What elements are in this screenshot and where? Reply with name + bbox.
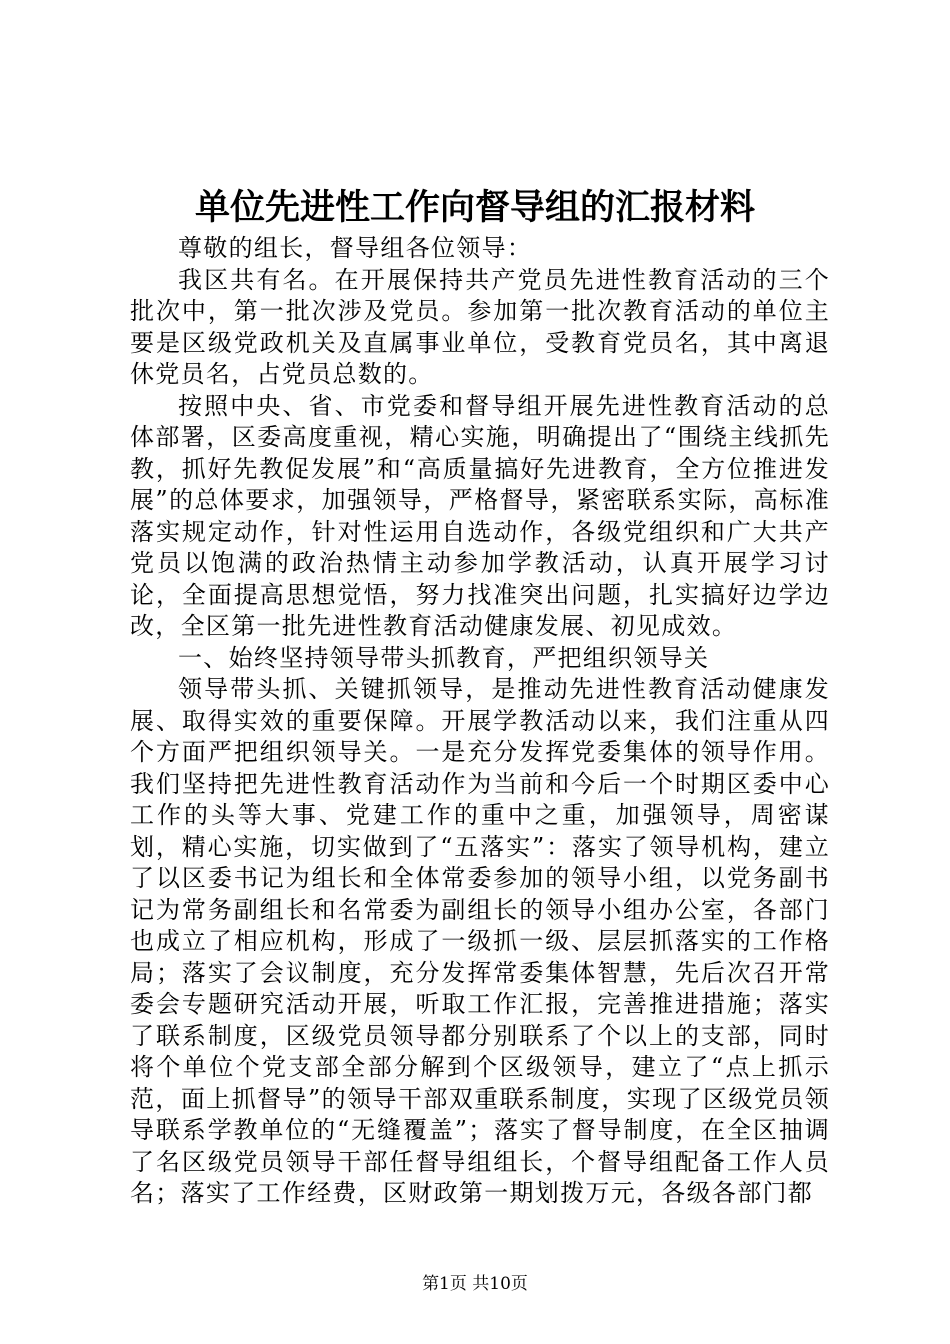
body-paragraph: 按照中央、省、市党委和督导组开展先进性教育活动的总体部署，区委高度重视，精心实施，明确提出了“围绕主线抓先教，抓好先教促发展”和“高质量搞好先进教育，全方位推进发展”的总体要求，加强领导，严格督导，紧密联系实际，高标准落实规定动作，针对性运用自选动作，各级党组织和广大共产党员以饱满的政治热情主动参加学教活动，认真开展学习讨论，全面提高思想觉悟，努力找准突出问题，扎实搞好边学边改，全区第一批先进性教育活动健康发展、初见成效。 — [130, 391, 830, 640]
document-title: 单位先进性工作向督导组的汇报材料 — [194, 187, 755, 228]
salutation-paragraph: 尊敬的组长，督导组各位领导： — [178, 234, 533, 262]
document-body — [130, 233, 830, 1210]
section-heading: 一、始终坚持领导带头抓教育，严把组织领导关 — [178, 643, 710, 672]
body-paragraph: 领导带头抓、关键抓领导，是推动先进性教育活动健康发展、取得实效的重要保障。开展学教活动以来，我们注重从四个方面严把组织领导关。一是充分发挥党委集体的领导作用。我们坚持把先进性教育活动作为当前和今后一个时期区委中心工作的头等大事、党建工作的重中之重，加强领导，周密谋划，精心实施，切实做到了“五落实”：落实了领导机构，建立了以区委书记为组长和全体常委参加的领导小组，以党务副书记为常务副组长和名常委为副组长的领导小组办公室，各部门也成立了相应机构，形成了一级抓一级、层层抓落实的工作格局；落实了会议制度，充分发挥常委集体智慧，先后次召开常委会专题研究活动开展，听取工作汇报，完善推进措施；落实了联系制度，区级党员领导都分别联系了个以上的支部，同时将个单位个党支部全部分解到个区级领导，建立了“点上抓示范，面上抓督导”的领导干部双重联系制度，实现了区级党员领导联系学教单位的“无缝覆盖”；落实了督导制度，在全区抽调了名区级党员领导干部任督导组组长，个督导组配备工作人员名；落实了工作经费，区财政第一期划拨万元，各级各部门都 — [130, 675, 830, 1207]
page-number-footer: 第1页 共10页 — [422, 1274, 528, 1294]
body-paragraph: 我区共有名。在开展保持共产党员先进性教育活动的三个批次中，第一批次涉及党员。参加第一批次教育活动的单位主要是区级党政机关及直属事业单位，受教育党员名，其中离退休党员名，占党员总数的。 — [130, 265, 830, 388]
